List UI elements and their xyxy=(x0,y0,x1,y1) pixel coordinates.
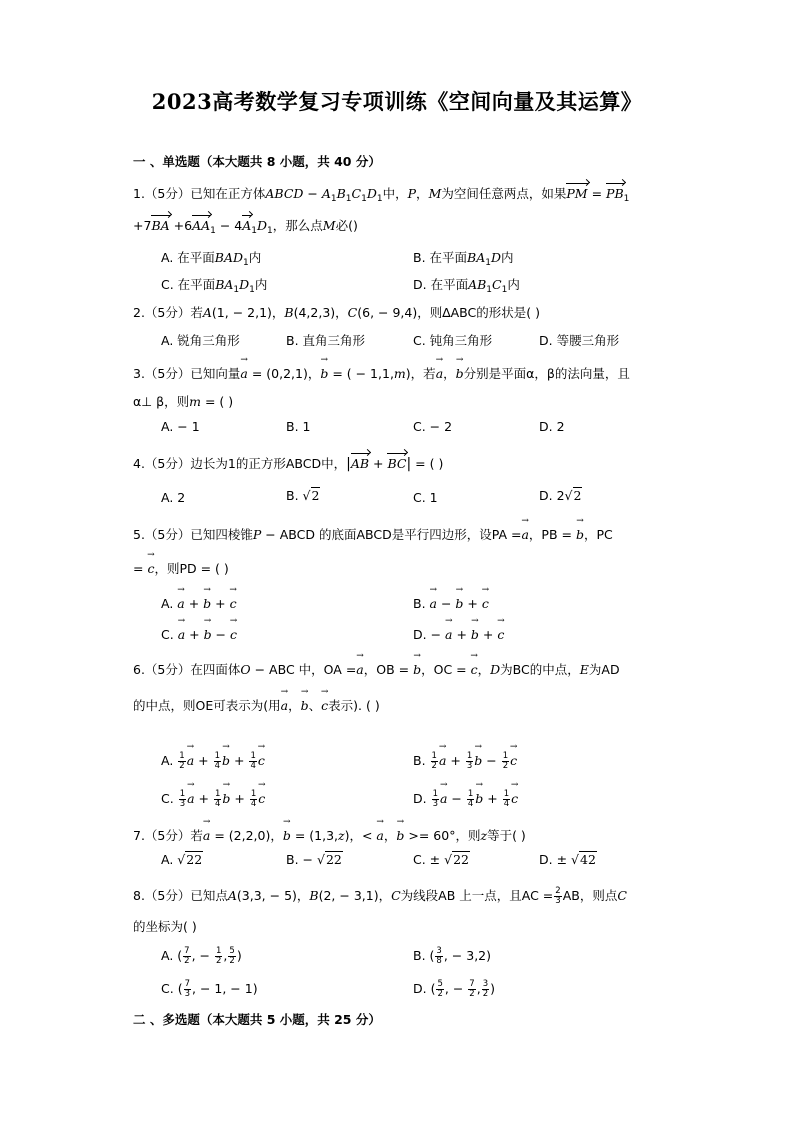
question-7-line-1: 7.（5分）若→ a = (2,2,0)，→ b = (1,3,z)，< → a，→ b >= 60°，则z等于( ) xyxy=(133,826,526,844)
question-6-option-b[interactable]: B. $\frac{1}{2}$ → a + $\frac{1}{3}$ → b − $\frac{1}{2}$ → c xyxy=(413,752,517,771)
question-1-line-1: 1.（5分）已知在正方体ABCD − $A_1B_1C_1D_1$中，P，M为空间任意两点，如果PM = $PB_1$ xyxy=(133,186,630,204)
question-8-line-1: 8.（5分）已知点A(3,3, − 5)，B(2, − 3,1)，C为线段AB 上一点，且AC = $\frac{2}{3}$ AB，则点C xyxy=(133,886,627,906)
question-1-option-c[interactable]: C. 在平面$BA_1D_1$内 xyxy=(161,277,268,295)
section-heading-single-choice: 一 、单选题（本大题共 8 小题，共 40 分） xyxy=(133,154,381,169)
question-6-option-d[interactable]: D. $\frac{1}{3}$ → a − $\frac{1}{4}$ → b + $\frac{1}{4}$ → c xyxy=(413,790,518,809)
question-7-option-b[interactable]: B. − √22 xyxy=(286,852,342,867)
question-3-line-2: α⊥ β，则m = ( ) xyxy=(133,394,234,409)
question-5-line-1: 5.（5分）已知四棱锥P − ABCD 的底面ABCD是平行四边形，设PA =→ a，PB = → b，PC xyxy=(133,525,613,543)
question-2-option-d[interactable]: D. 等腰三角形 xyxy=(539,333,620,348)
question-7-option-c[interactable]: C. ± √22 xyxy=(413,852,469,867)
question-4-option-d[interactable]: D. 2√2 xyxy=(539,488,582,503)
question-3-option-c[interactable]: C. − 2 xyxy=(413,419,453,434)
question-1-option-d[interactable]: D. 在平面$AB_1C_1$内 xyxy=(413,277,520,295)
question-2-option-a[interactable]: A. 锐角三角形 xyxy=(161,333,240,348)
question-1-option-b[interactable]: B. 在平面$BA_1D$内 xyxy=(413,250,514,268)
question-5-option-d[interactable]: D. − → a + → b + → c xyxy=(413,627,504,642)
question-5-option-a[interactable]: A. → a + → b + → c xyxy=(161,596,237,611)
question-3-option-d[interactable]: D. 2 xyxy=(539,419,565,434)
question-6-option-a[interactable]: A. $\frac{1}{2}$ → a + $\frac{1}{4}$ → b + $\frac{1}{4}$ → c xyxy=(161,752,265,771)
question-4-line-1: 4.（5分）边长为1的正方形ABCD中，|AB + BC| = ( ) xyxy=(133,456,444,472)
question-5-option-c[interactable]: C. → a + → b − → c xyxy=(161,627,237,642)
question-1-option-a[interactable]: A. 在平面$BAD_1$内 xyxy=(161,250,262,268)
question-6-line-1: 6.（5分）在四面体O − ABC 中，OA =→ a，OB = → b，OC = → c，D为BC的中点，E为AD xyxy=(133,660,620,678)
question-2-line-1: 2.（5分）若A(1, − 2,1)，B(4,2,3)，C(6, − 9,4)，则∆ABC的形状是( ) xyxy=(133,305,540,320)
page-title: 2023高考数学复习专项训练《空间向量及其运算》 xyxy=(151,89,643,114)
question-1-line-2: $+7BA +6AA_1 - 4A_1D_1$，那么点M必() xyxy=(133,218,358,236)
question-8-option-b[interactable]: B. ( $\frac{3}{8}$ , − 3,2) xyxy=(413,946,491,966)
question-8-option-d[interactable]: D. ( $\frac{5}{2}$ , − $\frac{7}{2}$ , $\frac{3}{2}$ ) xyxy=(413,979,496,999)
question-4-option-c[interactable]: C. 1 xyxy=(413,490,438,505)
question-4-option-b[interactable]: B. √2 xyxy=(286,488,320,503)
question-8-option-c[interactable]: C. ( $\frac{7}{3}$ , − 1, − 1) xyxy=(161,979,258,999)
question-6-option-c[interactable]: C. $\frac{1}{3}$ → a + $\frac{1}{4}$ → b + $\frac{1}{4}$ → c xyxy=(161,790,265,809)
section-heading-multi-choice: 二 、多选题（本大题共 5 小题，共 25 分） xyxy=(133,1012,381,1027)
question-2-option-c[interactable]: C. 钝角三角形 xyxy=(413,333,493,348)
question-5-line-2: = → c，则PD = ( ) xyxy=(133,559,229,577)
question-4-option-a[interactable]: A. 2 xyxy=(161,490,186,505)
question-5-option-b[interactable]: B. → a − → b + → c xyxy=(413,596,489,611)
question-8-line-2: 的坐标为( ) xyxy=(133,919,197,934)
question-3-option-b[interactable]: B. 1 xyxy=(286,419,311,434)
question-3-option-a[interactable]: A. − 1 xyxy=(161,419,200,434)
question-8-option-a[interactable]: A. ( $\frac{7}{2}$ , − $\frac{1}{2}$ , $\frac{5}{2}$ ) xyxy=(161,946,242,966)
question-7-option-d[interactable]: D. ± √42 xyxy=(539,852,596,867)
question-2-option-b[interactable]: B. 直角三角形 xyxy=(286,333,366,348)
question-6-line-2: 的中点，则OE可表示为(用→ a，→ b、→ c表示). ( ) xyxy=(133,696,380,714)
question-7-option-a[interactable]: A. √22 xyxy=(161,852,203,867)
question-3-line-1: 3.（5分）已知向量→ a = (0,2,1)，→ b = ( − 1,1,m)，若→ a，→ b分别是平面α，β的法向量，且 xyxy=(133,364,630,382)
